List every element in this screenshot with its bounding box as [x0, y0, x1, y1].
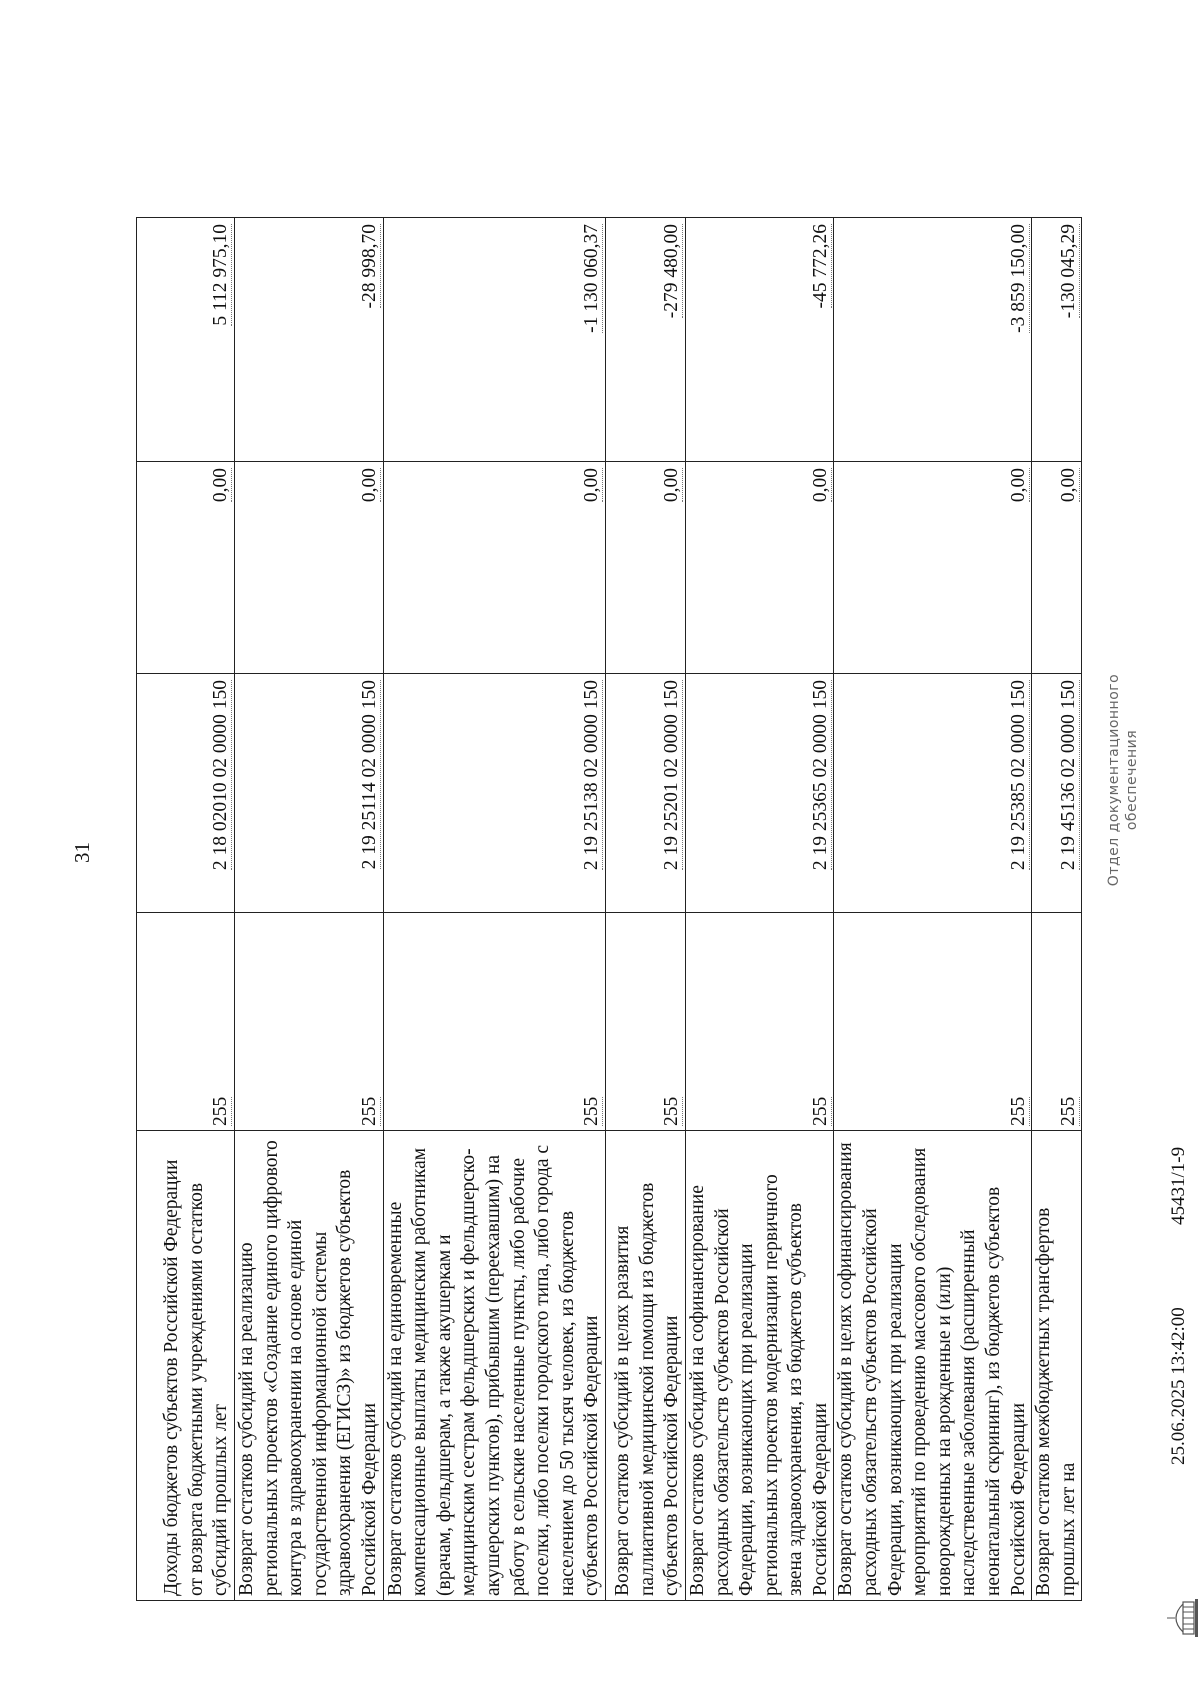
row-description: Возврат остатков субсидий в целях софинансирования расходных обязательств субъектов Российской Федерации, возникающих при реализации мероприятий по проведению массового обследования новорожденных на врожденные и (или) наследственные заболевания (расширенный неонатальный скрининг), из бюджетов субъектов Российской Федерации	[834, 1131, 1032, 1601]
row-value-2: -3 859 150,00	[834, 218, 1032, 462]
row-code: 255	[685, 913, 834, 1131]
footer-document-number: 45431/1-9	[1168, 1146, 1189, 1225]
row-value-2: -1 130 060,37	[383, 218, 605, 462]
row-value-1: 0,00	[834, 462, 1032, 674]
budget-revenue-table	[136, 217, 1082, 1601]
table-row	[383, 218, 605, 1601]
row-description: Доходы бюджетов субъектов Российской Федерации от возврата бюджетными учреждениями остатков субсидий прошлых лет	[137, 1131, 235, 1601]
row-code: 255	[235, 913, 384, 1131]
row-value-2: -279 480,00	[605, 218, 685, 462]
table-row	[685, 218, 834, 1601]
row-code: 255	[834, 913, 1032, 1131]
row-value-1: 0,00	[605, 462, 685, 674]
department-stamp	[1105, 665, 1141, 895]
table-row	[137, 218, 235, 1601]
row-value-1: 0,00	[235, 462, 384, 674]
row-value-1: 0,00	[685, 462, 834, 674]
row-code: 255	[1032, 913, 1082, 1131]
row-kbk: 2 19 45136 02 0000 150	[1032, 674, 1082, 913]
stamp-line-2: обеспечения	[1124, 729, 1140, 831]
footer-datetime: 25.06.2025 13:42:00	[1168, 1307, 1189, 1465]
row-kbk: 2 19 25385 02 0000 150	[834, 674, 1032, 913]
row-value-1: 0,00	[1032, 462, 1082, 674]
row-kbk: 2 18 02010 02 0000 150	[137, 674, 235, 913]
row-kbk: 2 19 25201 02 0000 150	[605, 674, 685, 913]
page-number: 31	[70, 842, 94, 863]
row-value-1: 0,00	[137, 462, 235, 674]
row-code: 255	[383, 913, 605, 1131]
row-kbk: 2 19 25365 02 0000 150	[685, 674, 834, 913]
row-code: 255	[605, 913, 685, 1131]
row-kbk: 2 19 25138 02 0000 150	[383, 674, 605, 913]
row-code: 255	[137, 913, 235, 1131]
table-row	[834, 218, 1032, 1601]
row-description: Возврат остатков межбюджетных трансфертов прошлых лет на	[1032, 1131, 1082, 1601]
row-value-2: 5 112 975,10	[137, 218, 235, 462]
table-row	[1032, 218, 1082, 1601]
table-row	[605, 218, 685, 1601]
stamp-line-1: Отдел документационного	[1106, 673, 1122, 887]
row-value-2: -45 772,26	[685, 218, 834, 462]
row-description: Возврат остатков субсидий на единовременные компенсационные выплаты медицинским работникам (врачам, фельдшерам, а также акушеркам и медицинским сестрам фельдшерских и фельдшерско-акушерских пунктов), прибывшим (переехавшим) на работу в сельские населенные пункты, либо рабочие поселки, либо поселки городского типа, либо города с населением до 50 тысяч человек, из бюджетов субъектов Российской Федерации	[383, 1131, 605, 1601]
table-row	[235, 218, 384, 1601]
row-kbk: 2 19 25114 02 0000 150	[235, 674, 384, 913]
row-value-2: -28 998,70	[235, 218, 384, 462]
duma-emblem-icon	[1165, 1595, 1200, 1641]
row-description: Возврат остатков субсидий в целях развития паллиативной медицинской помощи из бюджетов субъектов Российской Федерации	[605, 1131, 685, 1601]
row-description: Возврат остатков субсидий на реализацию региональных проектов «Создание единого цифрового контура в здравоохранении на основе единой государственной информационной системы здравоохранения (ЕГИСЗ)» из бюджетов субъектов Российской Федерации	[235, 1131, 384, 1601]
row-value-2: -130 045,29	[1032, 218, 1082, 462]
row-description: Возврат остатков субсидий на софинансирование расходных обязательств субъектов Российской Федерации, возникающих при реализации региональных проектов модернизации первичного звена здравоохранения, из бюджетов субъектов Российской Федерации	[685, 1131, 834, 1601]
row-value-1: 0,00	[383, 462, 605, 674]
